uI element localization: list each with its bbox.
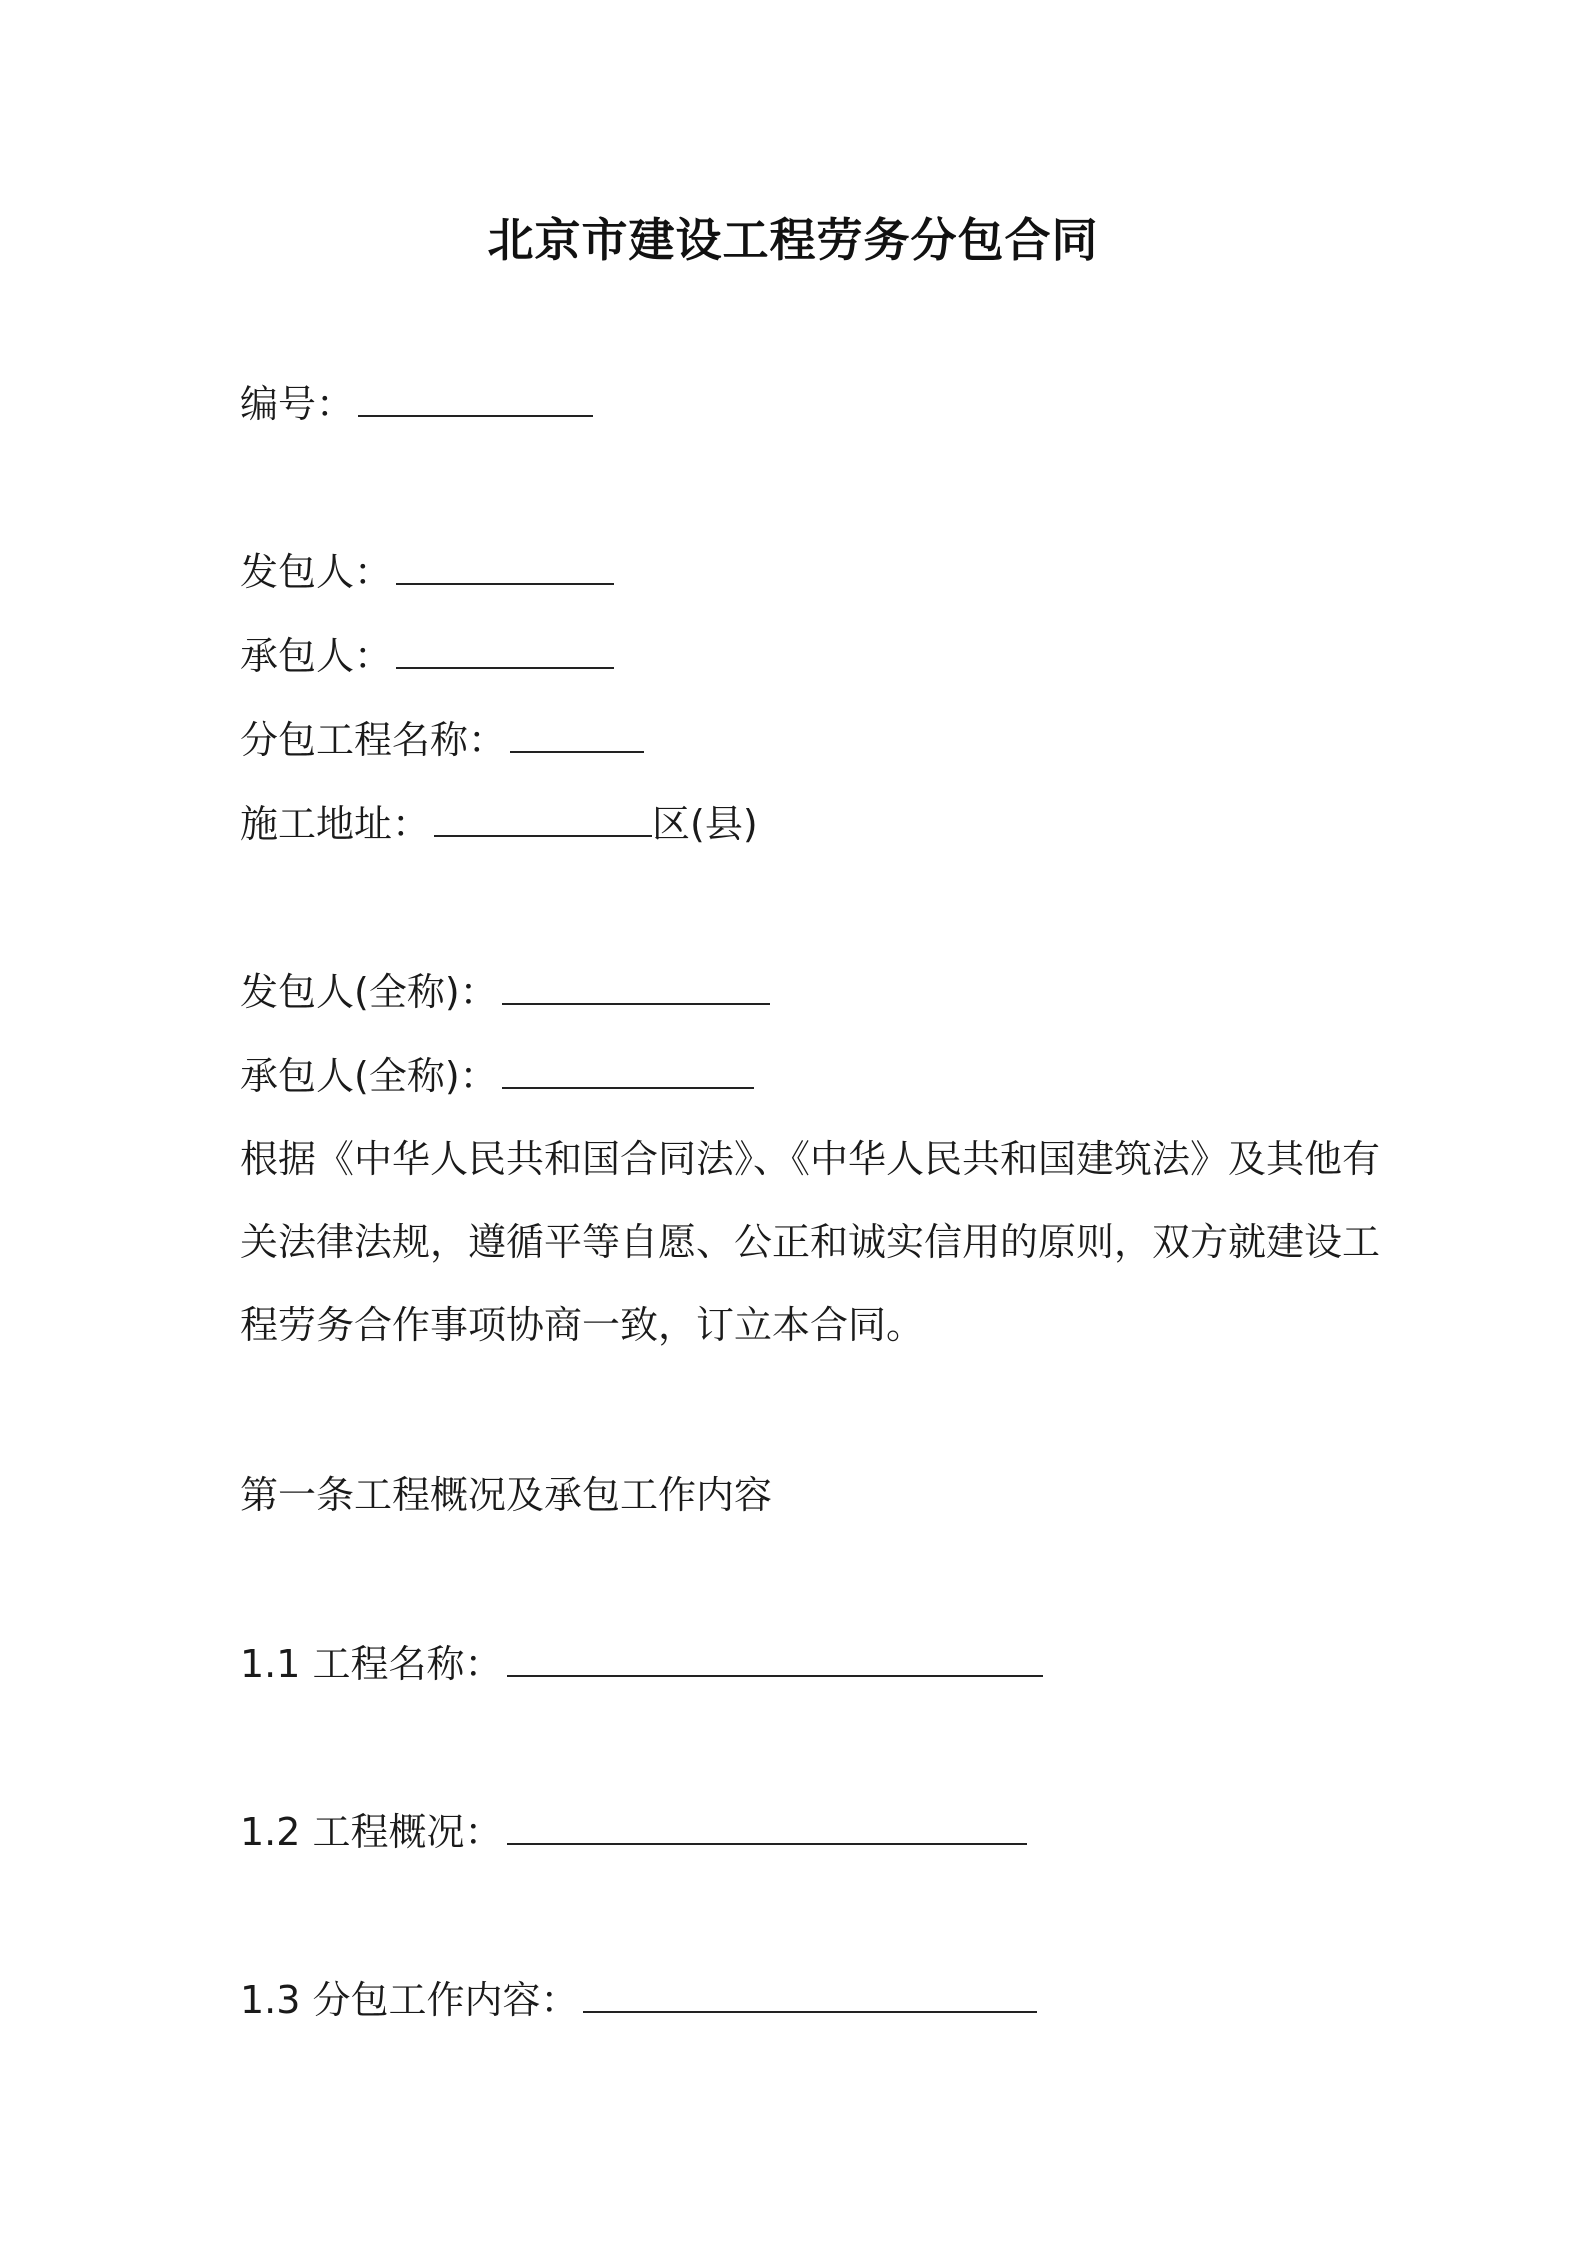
site-address-suffix: 区(县) [652, 802, 758, 846]
document-title: 北京市建设工程劳务分包合同 [487, 213, 1099, 267]
contractor-full-field [240, 1047, 754, 1104]
article-1-heading: 第一条工程概况及承包工作内容 [240, 1473, 773, 1517]
site-address-label: 施工地址： [240, 802, 431, 846]
preamble-line: 根据《中华人民共和国合同法》、《中华人民共和国建筑法》及其他有 [240, 1137, 1381, 1181]
preamble-line: 关法律法规，遵循平等自愿、公正和诚实信用的原则，双方就建设工 [240, 1220, 1381, 1264]
item-1-1-blank[interactable] [507, 1635, 1043, 1677]
preamble-line: 程劳务合作事项协商一致，订立本合同。 [240, 1303, 925, 1347]
site-address-field [240, 795, 758, 852]
item-1-3-field [240, 1971, 1037, 2028]
employer-field [240, 543, 614, 600]
project-name-blank[interactable] [510, 711, 644, 753]
contractor-label: 承包人： [240, 634, 393, 678]
site-address-blank[interactable] [434, 795, 652, 837]
number-blank[interactable] [358, 375, 593, 417]
employer-label: 发包人： [240, 550, 393, 594]
contractor-full-label: 承包人(全称)： [240, 1054, 498, 1098]
employer-full-field [240, 963, 770, 1020]
item-1-1-label: 1.1 工程名称： [240, 1642, 503, 1686]
contractor-field [240, 627, 614, 684]
contractor-blank[interactable] [396, 627, 614, 669]
contractor-full-blank[interactable] [502, 1047, 754, 1089]
project-name-label: 分包工程名称： [240, 718, 507, 762]
employer-blank[interactable] [396, 543, 614, 585]
number-field [240, 375, 593, 432]
preamble-paragraph [240, 1118, 1381, 1367]
employer-full-blank[interactable] [502, 963, 770, 1005]
item-1-1-field [240, 1635, 1043, 1692]
employer-full-label: 发包人(全称)： [240, 970, 498, 1014]
item-1-2-blank[interactable] [507, 1803, 1027, 1845]
item-1-3-label: 1.3 分包工作内容： [240, 1978, 579, 2022]
item-1-3-blank[interactable] [583, 1971, 1037, 2013]
item-1-2-field [240, 1803, 1027, 1860]
item-1-2-label: 1.2 工程概况： [240, 1810, 503, 1854]
project-name-field [240, 711, 644, 768]
number-label: 编号： [240, 382, 355, 426]
